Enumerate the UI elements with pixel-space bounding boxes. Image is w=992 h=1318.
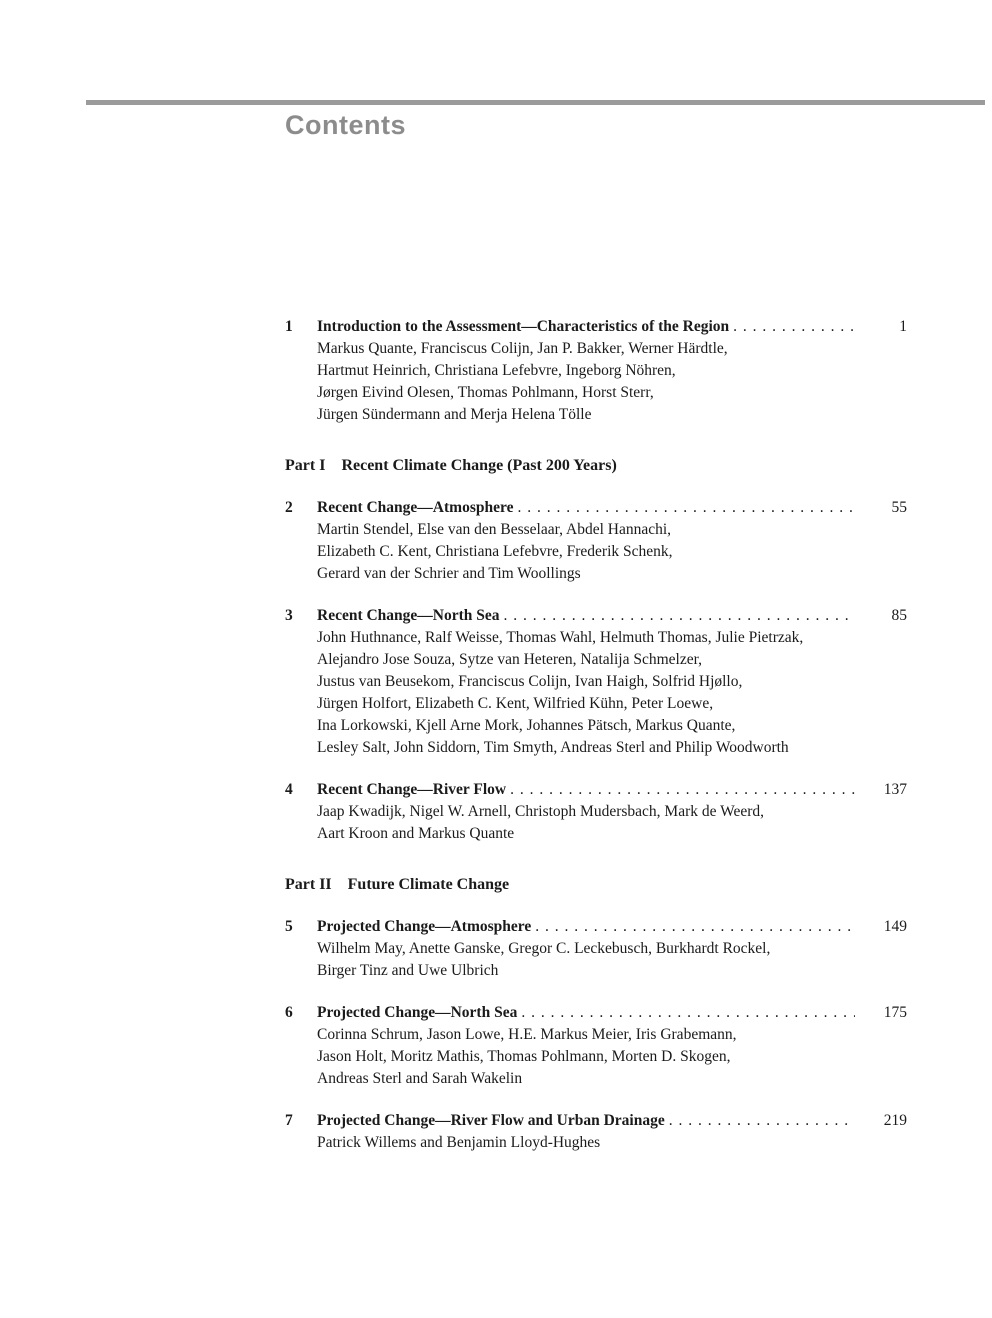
author-line: Ina Lorkowski, Kjell Arne Mork, Johannes Pätsch, Markus Quante, [317, 717, 736, 734]
chapter-number: 1 [285, 318, 293, 335]
author-line: Andreas Sterl and Sarah Wakelin [317, 1070, 523, 1087]
page-number: 85 [891, 607, 907, 624]
toc-entry-chapter-7 [285, 1110, 907, 1154]
chapter-title-row [285, 1110, 907, 1132]
page-number: 175 [883, 1004, 907, 1021]
page-number: 1 [899, 318, 907, 335]
chapter-number: 3 [285, 607, 293, 624]
author-line: Wilhelm May, Anette Ganske, Gregor C. Leckebusch, Burkhardt Rockel, [317, 940, 771, 957]
author-line: Jason Holt, Moritz Mathis, Thomas Pohlmann, Morten D. Skogen, [317, 1048, 731, 1065]
author-line: Jørgen Eivind Olesen, Thomas Pohlmann, Horst Sterr, [317, 384, 654, 401]
chapter-title-row [285, 497, 907, 519]
author-line: John Huthnance, Ralf Weisse, Thomas Wahl, Helmuth Thomas, Julie Pietrzak, [317, 629, 804, 646]
chapter-authors [285, 519, 907, 585]
chapter-number: 2 [285, 499, 293, 516]
author-line: Markus Quante, Franciscus Colijn, Jan P. Bakker, Werner Härdtle, [317, 340, 728, 357]
chapter-authors [285, 1024, 907, 1090]
author-line: Alejandro Jose Souza, Sytze van Heteren, Natalija Schmelzer, [317, 651, 703, 668]
toc-entry-chapter-4 [285, 779, 907, 845]
part-heading-2 [285, 874, 907, 896]
author-line: Corinna Schrum, Jason Lowe, H.E. Markus Meier, Iris Grabemann, [317, 1026, 737, 1043]
part-title: Future Climate Change [347, 876, 510, 893]
page-number: 219 [883, 1112, 907, 1129]
chapter-title-row [285, 316, 907, 338]
chapter-title-row [285, 779, 907, 801]
chapter-title: Projected Change—North Sea [317, 1004, 518, 1021]
table-of-contents [285, 316, 907, 1174]
page-number: 149 [883, 918, 907, 935]
author-line: Jürgen Sündermann and Merja Helena Tölle [317, 406, 592, 423]
author-line: Lesley Salt, John Siddorn, Tim Smyth, Andreas Sterl and Philip Woodworth [317, 739, 789, 756]
chapter-title: Introduction to the Assessment—Characteristics of the Region [317, 318, 730, 335]
author-line: Elizabeth C. Kent, Christiana Lefebvre, Frederik Schenk, [317, 543, 673, 560]
dot-leader [504, 605, 855, 627]
author-line: Justus van Beusekom, Franciscus Colijn, Ivan Haigh, Solfrid Hjøllo, [317, 673, 743, 690]
chapter-title-row [285, 916, 907, 938]
author-line: Jürgen Holfort, Elizabeth C. Kent, Wilfried Kühn, Peter Loewe, [317, 695, 714, 712]
chapter-title: Projected Change—River Flow and Urban Drainage [317, 1112, 665, 1129]
chapter-title: Recent Change—River Flow [317, 781, 507, 798]
chapter-number: 4 [285, 781, 293, 798]
author-line: Gerard van der Schrier and Tim Woollings [317, 565, 581, 582]
toc-entry-chapter-3 [285, 605, 907, 759]
chapter-title: Projected Change—Atmosphere [317, 918, 532, 935]
author-line: Aart Kroon and Markus Quante [317, 825, 515, 842]
dot-leader [733, 316, 855, 338]
chapter-number: 7 [285, 1112, 293, 1129]
page-number: 55 [891, 499, 907, 516]
toc-entry-chapter-6 [285, 1002, 907, 1090]
author-line: Birger Tinz and Uwe Ulbrich [317, 962, 499, 979]
toc-entry-chapter-1 [285, 316, 907, 426]
author-line: Jaap Kwadijk, Nigel W. Arnell, Christoph Mudersbach, Mark de Weerd, [317, 803, 765, 820]
chapter-authors [285, 627, 907, 759]
author-line: Martin Stendel, Else van den Besselaar, Abdel Hannachi, [317, 521, 672, 538]
part-label: Part II [285, 876, 332, 893]
chapter-authors [285, 938, 907, 982]
toc-entry-chapter-2 [285, 497, 907, 585]
dot-leader [521, 1002, 855, 1024]
toc-entry-chapter-5 [285, 916, 907, 982]
dot-leader [669, 1110, 855, 1132]
top-rule [86, 100, 985, 105]
chapter-authors [285, 338, 907, 426]
chapter-title-row [285, 605, 907, 627]
chapter-title-row [285, 1002, 907, 1024]
part-heading-1 [285, 455, 907, 477]
author-line: Patrick Willems and Benjamin Lloyd-Hughes [317, 1134, 601, 1151]
page-title: Contents [285, 110, 406, 140]
chapter-number: 6 [285, 1004, 293, 1021]
dot-leader [517, 497, 855, 519]
dot-leader [535, 916, 855, 938]
part-title: Recent Climate Change (Past 200 Years) [341, 457, 617, 474]
dot-leader [510, 779, 855, 801]
chapter-title: Recent Change—Atmosphere [317, 499, 514, 516]
chapter-number: 5 [285, 918, 293, 935]
chapter-authors [285, 801, 907, 845]
chapter-title: Recent Change—North Sea [317, 607, 500, 624]
chapter-authors [285, 1132, 907, 1154]
page-number: 137 [883, 781, 907, 798]
author-line: Hartmut Heinrich, Christiana Lefebvre, Ingeborg Nöhren, [317, 362, 676, 379]
part-label: Part I [285, 457, 326, 474]
